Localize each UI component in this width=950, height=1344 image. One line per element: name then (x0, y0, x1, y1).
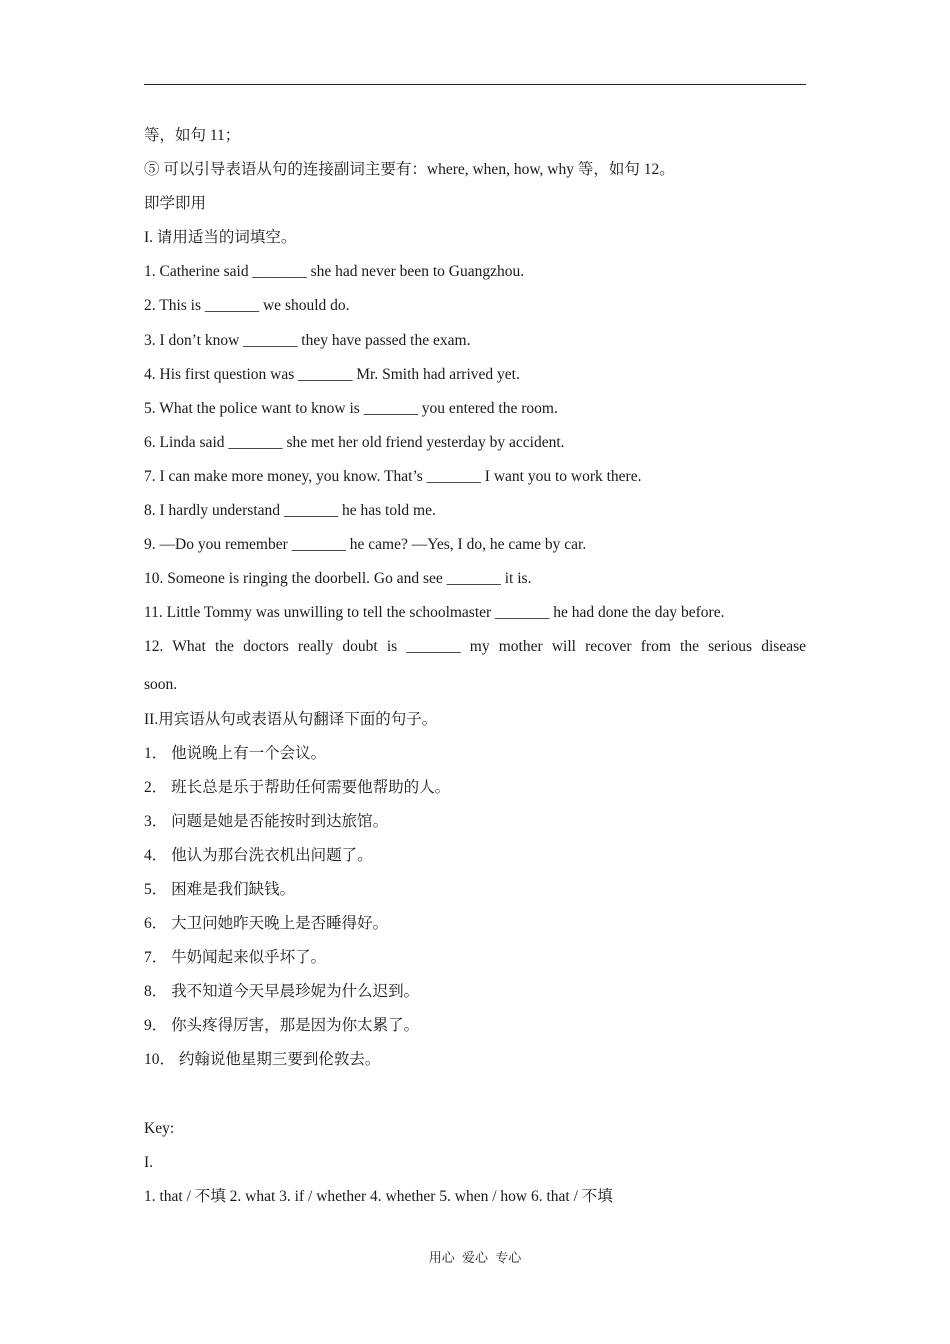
translation-item: 3． 问题是她是否能按时到达旅馆。 (144, 812, 389, 830)
translation-item: 4． 他认为那台洗衣机出问题了。 (144, 846, 373, 864)
exercise-item: 4. His first question was _______ Mr. Smith had arrived yet. (144, 365, 520, 383)
exercise-item-continuation: soon. (144, 676, 178, 694)
translation-item: 6． 大卫问她昨天晚上是否睡得好。 (144, 915, 389, 933)
translation-item: 8． 我不知道今天早晨珍妮为什么迟到。 (144, 983, 420, 1001)
translation-item: 1． 他说晚上有一个会议。 (144, 744, 327, 762)
intro-line-2: ⑤ 可以引导表语从句的连接副词主要有：where, when, how, why 等，如句 12。 (144, 161, 675, 179)
exercise-item: 3. I don’t know _______ they have passed the exam. (144, 331, 471, 349)
exercise-item: 5. What the police want to know is _______ you entered the room. (144, 399, 558, 417)
section-heading: 即学即用 (144, 195, 207, 213)
translation-item: 7． 牛奶闻起来似乎坏了。 (144, 949, 327, 967)
key-section: I. (144, 1153, 154, 1171)
translation-item: 9． 你头疼得厉害，那是因为你太累了。 (144, 1017, 420, 1035)
part2-title: II.用宾语从句或表语从句翻译下面的句子。 (144, 710, 438, 728)
exercise-item: 8. I hardly understand _______ he has told me. (144, 502, 436, 520)
exercise-item: 7. I can make more money, you know. That’s _______ I want you to work there. (144, 467, 642, 485)
blank-spacer (144, 1080, 806, 1114)
exercise-item: 2. This is _______ we should do. (144, 297, 350, 315)
page-content (144, 121, 806, 1216)
exercise-item: 12. What the doctors really doubt is _______ my mother will recover from the serious disease (144, 638, 806, 656)
translation-item: 2． 班长总是乐于帮助任何需要他帮助的人。 (144, 778, 451, 796)
page-footer: 用心 爱心 专心 (428, 1250, 522, 1265)
part1-title: I. 请用适当的词填空。 (144, 229, 297, 247)
exercise-item: 6. Linda said _______ she met her old friend yesterday by accident. (144, 433, 565, 451)
exercise-item: 11. Little Tommy was unwilling to tell the schoolmaster _______ he had done the day before. (144, 604, 725, 622)
exercise-item: 10. Someone is ringing the doorbell. Go and see _______ it is. (144, 570, 532, 588)
translation-item: 10． 约翰说他星期三要到伦敦去。 (144, 1051, 381, 1069)
key-answers: 1. that / 不填 2. what 3. if / whether 4. whether 5. when / how 6. that / 不填 (144, 1187, 613, 1205)
exercise-item: 1. Catherine said _______ she had never been to Guangzhou. (144, 263, 525, 281)
translation-item: 5． 困难是我们缺钱。 (144, 880, 296, 898)
key-label: Key: (144, 1119, 175, 1137)
intro-line-1: 等，如句 11； (144, 127, 241, 144)
exercise-item: 9. —Do you remember _______ he came? —Yes, I do, he came by car. (144, 536, 587, 554)
header-rule (144, 84, 806, 85)
